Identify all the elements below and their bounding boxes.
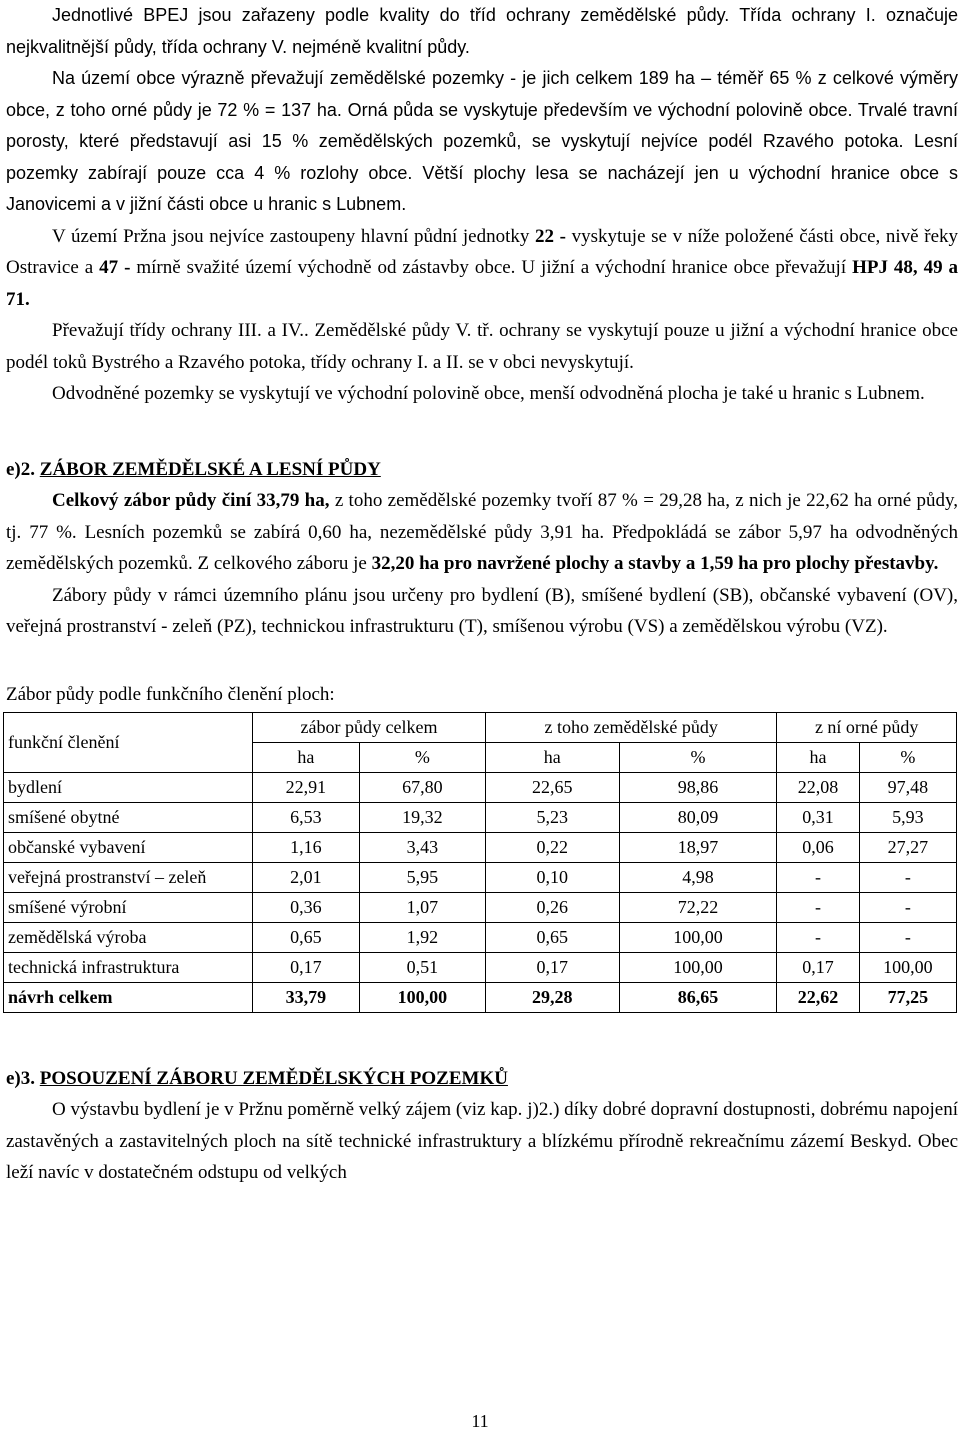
unit-header: ha — [777, 742, 859, 772]
table-cell: 0,26 — [486, 892, 620, 922]
table-cell: 27,27 — [859, 832, 956, 862]
section-title: ZÁBOR ZEMĚDĚLSKÉ A LESNÍ PŮDY — [39, 458, 381, 480]
table-row — [4, 952, 957, 982]
table-cell: - — [777, 922, 859, 952]
table-row — [4, 892, 957, 922]
table-cell: 2,01 — [253, 862, 360, 892]
row-label: smíšené výrobní — [4, 892, 253, 922]
table-cell: 0,22 — [486, 832, 620, 862]
spacer — [6, 410, 958, 454]
unit-header: % — [359, 742, 485, 772]
table-cell: - — [859, 892, 956, 922]
table-cell: 0,51 — [359, 952, 485, 982]
table-cell: 22,08 — [777, 772, 859, 802]
unit-header: ha — [486, 742, 620, 772]
table-cell: 6,53 — [253, 802, 360, 832]
table-cell: 67,80 — [359, 772, 485, 802]
table-cell: 0,17 — [486, 952, 620, 982]
column-header-function: funkční členění — [4, 712, 253, 772]
document-page — [6, 0, 958, 1189]
table-cell: 22,91 — [253, 772, 360, 802]
table-cell: 0,10 — [486, 862, 620, 892]
table-cell: 77,25 — [859, 982, 956, 1012]
paragraph-soil-units: V území Pržna jsou nejvíce zastoupeny hlavní půdní jednotky 22 - vyskytuje se v níže položené části obce, nivě řeky Ostravice a 47 - mírně svažité území východně od zástavby obce. U jižní a východní hranice obce převažují HPJ 48, 49 a 71. — [6, 225, 959, 310]
table-cell: 5,23 — [486, 802, 620, 832]
row-label: smíšené obytné — [4, 802, 253, 832]
spacer — [6, 643, 958, 680]
table-cell: 100,00 — [359, 982, 485, 1012]
table-cell: 4,98 — [619, 862, 777, 892]
paragraph-total-take: Celkový zábor půdy činí 33,79 ha, z toho zemědělské pozemky tvoří 87 % = 29,28 ha, z nich je 22,62 ha orné půdy, tj. 77 %. Lesních pozemků se zabírá 0,60 ha, nezemědělské půdy 3,91 ha. Předpokládá se zábor 5,97 ha odvodněných zemědělských pozemků. Z celkového záboru je 32,20 ha pro navržené plochy a stavby a 1,59 ha pro plochy přestavby. — [6, 490, 958, 574]
table-cell: 22,62 — [777, 982, 859, 1012]
table-row — [4, 862, 957, 892]
table-cell: - — [777, 892, 859, 922]
table-cell: 0,65 — [486, 922, 620, 952]
row-label: návrh celkem — [4, 982, 253, 1012]
unit-header: % — [619, 742, 777, 772]
table-cell: 19,32 — [359, 802, 485, 832]
table-cell: 0,06 — [777, 832, 859, 862]
table-cell: 5,93 — [859, 802, 956, 832]
table-cell: 100,00 — [619, 952, 777, 982]
paragraph-land-use: Na území obce výrazně převažují zemědělské pozemky - je jich celkem 189 ha – téměř 65 % z celkové výměry obce, z toho orné půdy je 72 % = 137 ha. Orná půda se vyskytuje především ve východní polovině obce. Trvalé travní porosty, které představují asi 15 % zemědělských pozemků, se vyskytují nejvíce podél Rzavého potoka. Lesní pozemky zabírají pouze cca 4 % rozlohy obce. Větší plochy lesa se nacházejí jen u východní hranice obce s Janovicemi a v jižní části obce u hranic s Lubnem. — [6, 68, 958, 214]
paragraph-protection-classes: Jednotlivé BPEJ jsou zařazeny podle kvality do tříd ochrany zemědělské půdy. Třída ochrany I. označuje nejkvalitnější půdy, třída ochrany V. nejméně kvalitní půdy. — [6, 5, 958, 57]
table-cell: 1,92 — [359, 922, 485, 952]
table-caption: Zábor půdy podle funkčního členění ploch: — [6, 683, 335, 705]
spacer — [6, 1013, 958, 1063]
land-take-table — [3, 712, 957, 1013]
section-title: POSOUZENÍ ZÁBORU ZEMĚDĚLSKÝCH POZEMKŮ — [39, 1067, 508, 1089]
row-label: technická infrastruktura — [4, 952, 253, 982]
table-cell: 80,09 — [619, 802, 777, 832]
table-cell: 97,48 — [859, 772, 956, 802]
table-cell: 98,86 — [619, 772, 777, 802]
table-cell: 33,79 — [253, 982, 360, 1012]
page-number: 11 — [471, 1411, 489, 1431]
table-cell: 100,00 — [619, 922, 777, 952]
table-row — [4, 922, 957, 952]
table-cell: 72,22 — [619, 892, 777, 922]
paragraph-assessment: O výstavbu bydlení je v Pržnu poměrně velký zájem (viz kap. j)2.) díky dobré dopravní dostupnosti, dobrému napojení zastavěných a zastavitelných ploch na sítě technické infrastruktury a blízkému přírodně rekreačnímu zázemí Beskyd. Obec leží navíc v dostatečném odstupu od velkých — [6, 1099, 958, 1183]
table-cell: 1,16 — [253, 832, 360, 862]
table-cell: 0,65 — [253, 922, 360, 952]
table-header-row — [4, 712, 957, 742]
column-group-header: z ní orné půdy — [777, 712, 957, 742]
table-cell: 29,28 — [486, 982, 620, 1012]
table-total-row — [4, 982, 957, 1012]
table-row — [4, 832, 957, 862]
table-cell: 22,65 — [486, 772, 620, 802]
column-group-header: z toho zemědělské půdy — [486, 712, 777, 742]
unit-header: ha — [253, 742, 360, 772]
table-cell: 5,95 — [359, 862, 485, 892]
table-cell: 0,17 — [253, 952, 360, 982]
table-cell: 18,97 — [619, 832, 777, 862]
section-number: e)2. — [6, 458, 36, 480]
table-cell: 0,17 — [777, 952, 859, 982]
table-row — [4, 772, 957, 802]
table-cell: 3,43 — [359, 832, 485, 862]
paragraph-prevailing-classes: Převažují třídy ochrany III. a IV.. Zemědělské půdy V. tř. ochrany se vyskytují pouze u jižní a východní hranice obce podél toků Bystrého a Rzavého potoka, třídy ochrany I. a II. se v obci nevyskytují. — [6, 320, 958, 373]
paragraph-take-purposes: Zábory půdy v rámci územního plánu jsou určeny pro bydlení (B), smíšené bydlení (SB), občanské vybavení (OV), veřejná prostranství - zeleň (PZ), technickou infrastrukturu (T), smíšenou výrobu (VS) a zemědělskou výrobu (VZ). — [6, 584, 958, 637]
row-label: občanské vybavení — [4, 832, 253, 862]
row-label: veřejná prostranství – zeleň — [4, 862, 253, 892]
table-cell: 0,36 — [253, 892, 360, 922]
table-cell: - — [859, 862, 956, 892]
row-label: zemědělská výroba — [4, 922, 253, 952]
section-heading-e3 — [6, 1063, 958, 1095]
table-cell: 0,31 — [777, 802, 859, 832]
section-number: e)3. — [6, 1067, 36, 1089]
table-cell: 100,00 — [859, 952, 956, 982]
paragraph-drained-land: Odvodněné pozemky se vyskytují ve východní polovině obce, menší odvodněná plocha je také u hranic s Lubnem. — [52, 383, 925, 404]
table-cell: 1,07 — [359, 892, 485, 922]
unit-header: % — [859, 742, 956, 772]
table-row — [4, 802, 957, 832]
table-cell: - — [859, 922, 956, 952]
row-label: bydlení — [4, 772, 253, 802]
table-cell: - — [777, 862, 859, 892]
column-group-header: zábor půdy celkem — [253, 712, 486, 742]
table-cell: 86,65 — [619, 982, 777, 1012]
section-heading-e2 — [6, 454, 958, 486]
